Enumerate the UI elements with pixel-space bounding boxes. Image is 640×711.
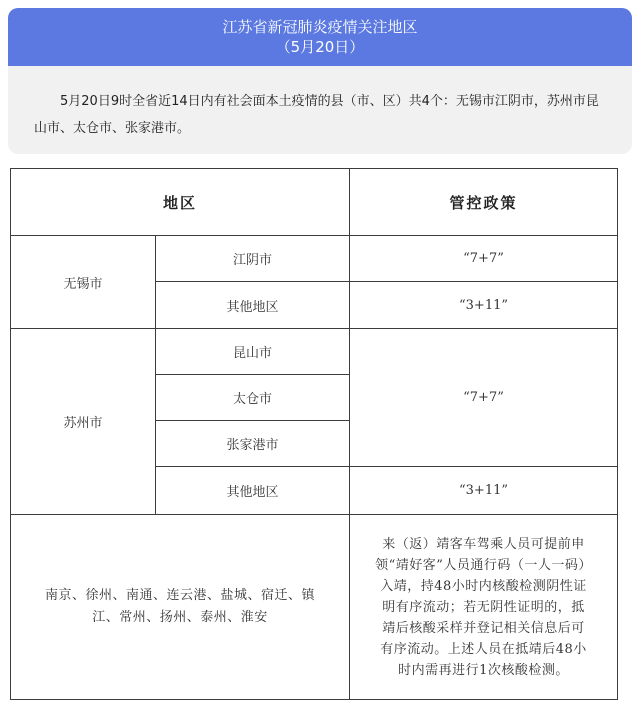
area-cell: 其他地区: [156, 282, 350, 329]
page-date: （5月20日）: [275, 38, 365, 56]
policy-cell: “7+7”: [350, 329, 618, 467]
area-cell: 江阴市: [156, 236, 350, 282]
area-cell: 张家港市: [156, 421, 350, 467]
area-cell: 昆山市: [156, 329, 350, 375]
table-row: [11, 236, 618, 282]
area-cell: 其他地区: [156, 467, 350, 515]
policy-cell: “3+11”: [350, 467, 618, 515]
other-cities-cell: 南京、徐州、南通、连云港、盐城、宿迁、镇 江、常州、扬州、泰州、淮安: [11, 515, 350, 700]
policy-cell: “7+7”: [350, 236, 618, 282]
table-row: [11, 515, 618, 700]
column-header-region: 地区: [11, 169, 350, 236]
city-cell-suzhou: 苏州市: [11, 329, 156, 515]
table-header-row: [11, 169, 618, 236]
policy-cell: “3+11”: [350, 282, 618, 329]
policy-table: [10, 168, 618, 700]
area-cell: 太仓市: [156, 375, 350, 421]
city-cell-wuxi: 无锡市: [11, 236, 156, 329]
page-title: 江苏省新冠肺炎疫情关注地区: [222, 18, 418, 36]
summary-text: 5月20日9时全省近14日内有社会面本土疫情的县（市、区）共4个：无锡市江阴市，苏州市昆山市、太仓市、张家港市。: [34, 94, 599, 136]
table-row: [11, 329, 618, 375]
announcement-card: [8, 8, 632, 154]
card-header: [8, 8, 632, 66]
policy-note-cell: 来（返）靖客车驾乘人员可提前申 领“靖好客”人员通行码（一人一码） 入靖，持48小时内核酸检测阴性证 明有序流动；若无阴性证明的，抵 靖后核酸采样并登记相关信息后可 有序流动。上述人员在抵靖后48小 时内需再进行1次核酸检测。: [350, 515, 618, 700]
column-header-policy: 管控政策: [350, 169, 618, 236]
